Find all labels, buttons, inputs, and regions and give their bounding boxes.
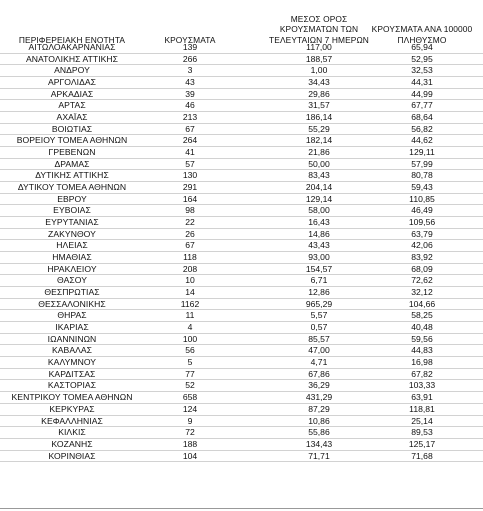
per100k-cell: 129,11 <box>409 147 435 158</box>
table-row <box>0 357 483 369</box>
cases-cell: 658 <box>182 392 198 403</box>
avg7-cell: 16,43 <box>308 217 330 228</box>
avg7-cell: 67,86 <box>308 368 330 379</box>
cases-cell: 1162 <box>180 298 200 309</box>
table-row <box>0 89 483 101</box>
cases-cell: 188 <box>182 438 198 449</box>
avg7-cell: 93,00 <box>308 252 330 263</box>
avg7-cell: 117,00 <box>306 42 332 52</box>
per100k-cell: 42,06 <box>411 240 433 251</box>
region-cell: ΑΡΚΑΔΙΑΣ <box>50 88 94 99</box>
header-cases-label: ΚΡΟΥΣΜΑΤΑ <box>164 34 216 45</box>
avg7-cell: 204,14 <box>305 182 333 193</box>
cases-cell: 56 <box>185 345 195 356</box>
per100k-cell: 72,62 <box>411 275 433 286</box>
cases-cell: 26 <box>185 228 195 239</box>
per100k-cell: 46,49 <box>411 205 433 216</box>
per100k-cell: 67,77 <box>411 100 433 111</box>
region-cell: ΘΗΡΑΣ <box>57 310 87 321</box>
avg7-cell: 188,57 <box>305 53 333 64</box>
region-cell: ΖΑΚΥΝΘΟΥ <box>48 228 96 239</box>
table-row <box>0 416 483 428</box>
per100k-cell: 110,85 <box>409 193 435 204</box>
table-row <box>0 299 483 311</box>
avg7-cell: 6,71 <box>310 275 328 286</box>
region-cell: ΑΙΤΩΛΟΑΚΑΡΝΑΝΙΑΣ <box>28 42 116 52</box>
cases-cell: 124 <box>182 403 198 414</box>
per100k-cell: 125,17 <box>408 438 436 449</box>
avg7-cell: 154,57 <box>305 263 333 274</box>
region-cell: ΚΕΡΚΥΡΑΣ <box>49 403 95 414</box>
table-row <box>0 287 483 299</box>
region-cell: ΑΡΓΟΛΙΔΑΣ <box>47 77 97 88</box>
avg7-cell: 129,14 <box>305 193 333 204</box>
per100k-cell: 80,78 <box>411 170 433 181</box>
table-row <box>0 147 483 159</box>
region-cell: ΚΑΣΤΟΡΙΑΣ <box>47 380 97 391</box>
table-row <box>0 194 483 206</box>
cases-cell: 41 <box>185 147 195 158</box>
region-cell: ΙΚΑΡΙΑΣ <box>55 322 89 333</box>
table-row <box>0 42 483 54</box>
per100k-cell: 16,98 <box>411 357 433 368</box>
avg7-cell: 43,43 <box>308 240 330 251</box>
cases-cell: 213 <box>182 112 198 123</box>
cases-cell: 22 <box>185 217 195 228</box>
per100k-cell: 67,82 <box>411 368 433 379</box>
avg7-cell: 36,29 <box>308 380 330 391</box>
per100k-cell: 83,92 <box>411 252 433 263</box>
cases-cell: 52 <box>185 380 195 391</box>
region-cell: ΙΩΑΝΝΙΝΩΝ <box>47 333 97 344</box>
avg7-cell: 21,86 <box>308 147 330 158</box>
avg7-cell: 0,57 <box>310 322 328 333</box>
avg7-cell: 10,86 <box>308 415 330 426</box>
region-cell: ΚΑΒΑΛΑΣ <box>51 345 93 356</box>
avg7-cell: 55,86 <box>308 427 330 438</box>
avg7-cell: 58,00 <box>308 205 330 216</box>
avg7-cell: 47,00 <box>308 345 330 356</box>
cases-cell: 14 <box>185 287 195 298</box>
cases-cell: 72 <box>185 427 195 438</box>
per100k-cell: 44,62 <box>411 135 433 146</box>
per100k-cell: 25,14 <box>411 415 433 426</box>
per100k-cell: 32,12 <box>411 287 433 298</box>
region-cell: ΚΕΦΑΛΛΗΝΙΑΣ <box>41 415 103 426</box>
table-row <box>0 112 483 124</box>
cases-cell: 98 <box>185 205 195 216</box>
region-cell: ΔΥΤΙΚΗΣ ΑΤΤΙΚΗΣ <box>35 170 109 181</box>
table-row <box>0 252 483 264</box>
per100k-cell: 118,81 <box>409 403 435 414</box>
table-row <box>0 310 483 322</box>
avg7-cell: 182,14 <box>305 135 333 146</box>
per100k-cell: 44,99 <box>411 88 433 99</box>
region-cell: ΑΝΑΤΟΛΙΚΗΣ ΑΤΤΙΚΗΣ <box>25 53 119 64</box>
region-cell: ΘΕΣΣΑΛΟΝΙΚΗΣ <box>38 298 106 309</box>
per100k-cell: 32,53 <box>411 65 433 76</box>
table-row <box>0 404 483 416</box>
region-cell: ΗΛΕΙΑΣ <box>56 240 88 251</box>
avg7-cell: 34,43 <box>308 77 330 88</box>
per100k-cell: 63,79 <box>411 228 433 239</box>
region-cell: ΔΥΤΙΚΟΥ ΤΟΜΕΑ ΑΘΗΝΩΝ <box>17 182 127 193</box>
per100k-cell: 68,09 <box>411 263 433 274</box>
per100k-cell: 89,53 <box>411 427 433 438</box>
cases-cell: 11 <box>185 310 195 321</box>
cases-cell: 4 <box>187 322 193 333</box>
cases-cell: 208 <box>182 263 198 274</box>
avg7-cell: 50,00 <box>308 158 330 169</box>
cases-cell: 43 <box>185 77 195 88</box>
avg7-cell: 5,57 <box>310 310 328 321</box>
avg7-cell: 431,29 <box>305 392 333 403</box>
avg7-cell: 186,14 <box>305 112 333 123</box>
table-row <box>0 240 483 252</box>
table-row <box>0 322 483 334</box>
per100k-cell: 58,25 <box>411 310 433 321</box>
avg7-cell: 71,71 <box>308 450 330 461</box>
per100k-cell: 52,95 <box>411 53 433 64</box>
table-row <box>0 159 483 171</box>
per100k-cell: 57,99 <box>411 158 433 169</box>
region-cell: ΕΒΡΟΥ <box>57 193 87 204</box>
cases-cell: 118 <box>183 252 197 263</box>
table-body <box>0 42 483 462</box>
per100k-cell: 68,64 <box>411 112 433 123</box>
header-avg7-line1: ΜΕΣΟΣ ΟΡΟΣ <box>290 13 348 24</box>
cases-cell: 104 <box>182 450 198 461</box>
avg7-cell: 85,57 <box>308 333 330 344</box>
region-cell: ΒΟΙΩΤΙΑΣ <box>51 123 93 134</box>
region-cell: ΑΝΔΡΟΥ <box>54 65 90 76</box>
avg7-cell: 4,71 <box>310 357 328 368</box>
cases-cell: 164 <box>182 193 198 204</box>
cases-cell: 5 <box>187 357 193 368</box>
region-cell: ΓΡΕΒΕΝΩΝ <box>48 147 96 158</box>
header-region <box>2 0 142 46</box>
cases-cell: 67 <box>185 123 195 134</box>
cases-cell: 264 <box>182 135 198 146</box>
header-avg7-line2: ΚΡΟΥΣΜΑΤΩΝ ΤΩΝ <box>279 24 359 35</box>
table-row <box>0 369 483 381</box>
region-cell: ΔΡΑΜΑΣ <box>54 158 90 169</box>
header-region-label: ΠΕΡΙΦΕΡΕΙΑΚΗ ΕΝΟΤΗΤΑ <box>18 34 126 45</box>
region-cell: ΒΟΡΕΙΟΥ ΤΟΜΕΑ ΑΘΗΝΩΝ <box>16 135 128 146</box>
header-per100k <box>366 0 478 46</box>
region-cell: ΚΟΖΑΝΗΣ <box>51 438 93 449</box>
table-row <box>0 182 483 194</box>
region-cell: ΗΡΑΚΛΕΙΟΥ <box>47 263 97 274</box>
cases-cell: 57 <box>185 158 195 169</box>
per100k-cell: 59,43 <box>411 182 433 193</box>
region-cell: ΚΙΛΚΙΣ <box>58 427 86 438</box>
table-row <box>0 264 483 276</box>
cases-cell: 77 <box>185 368 195 379</box>
cases-cell: 46 <box>185 100 195 111</box>
cases-cell: 67 <box>185 240 195 251</box>
table-row <box>0 54 483 66</box>
avg7-cell: 12,86 <box>308 287 330 298</box>
avg7-cell: 29,86 <box>308 88 330 99</box>
region-cell: ΘΕΣΠΡΩΤΙΑΣ <box>44 287 100 298</box>
cases-cell: 9 <box>187 415 193 426</box>
header-cases <box>150 0 230 46</box>
region-cell: ΘΑΣΟΥ <box>57 275 87 286</box>
header-per100k-line1: ΚΡΟΥΣΜΑΤΑ ΑΝΑ 100000 <box>371 24 473 35</box>
table-row <box>0 229 483 241</box>
table-row <box>0 100 483 112</box>
avg7-cell: 134,43 <box>305 438 333 449</box>
region-cell: ΚΑΛΥΜΝΟΥ <box>47 357 97 368</box>
table-row <box>0 345 483 357</box>
cases-cell: 130 <box>182 170 198 181</box>
table-row <box>0 380 483 392</box>
avg7-cell: 87,29 <box>308 403 330 414</box>
table-row <box>0 135 483 147</box>
cases-cell: 10 <box>185 275 195 286</box>
per100k-cell: 59,56 <box>411 333 433 344</box>
per100k-cell: 44,83 <box>411 345 433 356</box>
avg7-cell: 55,29 <box>308 123 330 134</box>
region-cell: ΚΟΡΙΝΘΙΑΣ <box>48 450 96 461</box>
table-row <box>0 334 483 346</box>
region-cell: ΚΕΝΤΡΙΚΟΥ ΤΟΜΕΑ ΑΘΗΝΩΝ <box>11 392 133 403</box>
cases-cell: 100 <box>182 333 198 344</box>
cases-cell: 139 <box>182 42 198 52</box>
per100k-cell: 65,94 <box>411 42 433 52</box>
table-bottom-border <box>0 508 483 509</box>
per100k-cell: 44,31 <box>411 77 433 88</box>
table-row <box>0 217 483 229</box>
header-avg7 <box>260 0 378 46</box>
table-row <box>0 275 483 287</box>
avg7-cell: 31,57 <box>308 100 330 111</box>
avg7-cell: 14,86 <box>308 228 330 239</box>
per100k-cell: 56,82 <box>411 123 433 134</box>
table-row <box>0 451 483 463</box>
avg7-cell: 965,29 <box>305 298 333 309</box>
per100k-cell: 40,48 <box>411 322 433 333</box>
cases-cell: 39 <box>185 88 195 99</box>
avg7-cell: 83,43 <box>308 170 330 181</box>
header-per100k-line2: ΠΛΗΘΥΣΜΟ <box>397 34 447 45</box>
per100k-cell: 109,56 <box>408 217 436 228</box>
region-cell: ΑΧΑΪΑΣ <box>56 112 88 123</box>
avg7-cell: 1,00 <box>310 65 328 76</box>
per100k-cell: 104,66 <box>408 298 436 309</box>
table-row <box>0 392 483 404</box>
region-cell: ΚΑΡΔΙΤΣΑΣ <box>48 368 96 379</box>
table-row <box>0 77 483 89</box>
table-row <box>0 170 483 182</box>
header-avg7-line3: ΤΕΛΕΥΤΑΙΩΝ 7 ΗΜΕΡΩΝ <box>269 34 369 45</box>
cases-cell: 266 <box>182 53 198 64</box>
per100k-cell: 103,33 <box>408 380 436 391</box>
per100k-cell: 63,91 <box>411 392 433 403</box>
region-cell: ΗΜΑΘΙΑΣ <box>52 252 92 263</box>
table-row <box>0 124 483 136</box>
cases-cell: 3 <box>187 65 193 76</box>
per100k-cell: 71,68 <box>411 450 433 461</box>
table-row <box>0 65 483 77</box>
table-header <box>0 0 483 46</box>
region-cell: ΕΥΒΟΙΑΣ <box>53 205 91 216</box>
table-row <box>0 439 483 451</box>
cases-cell: 291 <box>182 182 198 193</box>
table-row <box>0 427 483 439</box>
region-cell: ΕΥΡΥΤΑΝΙΑΣ <box>45 217 99 228</box>
table-row <box>0 205 483 217</box>
region-cell: ΑΡΤΑΣ <box>58 100 86 111</box>
